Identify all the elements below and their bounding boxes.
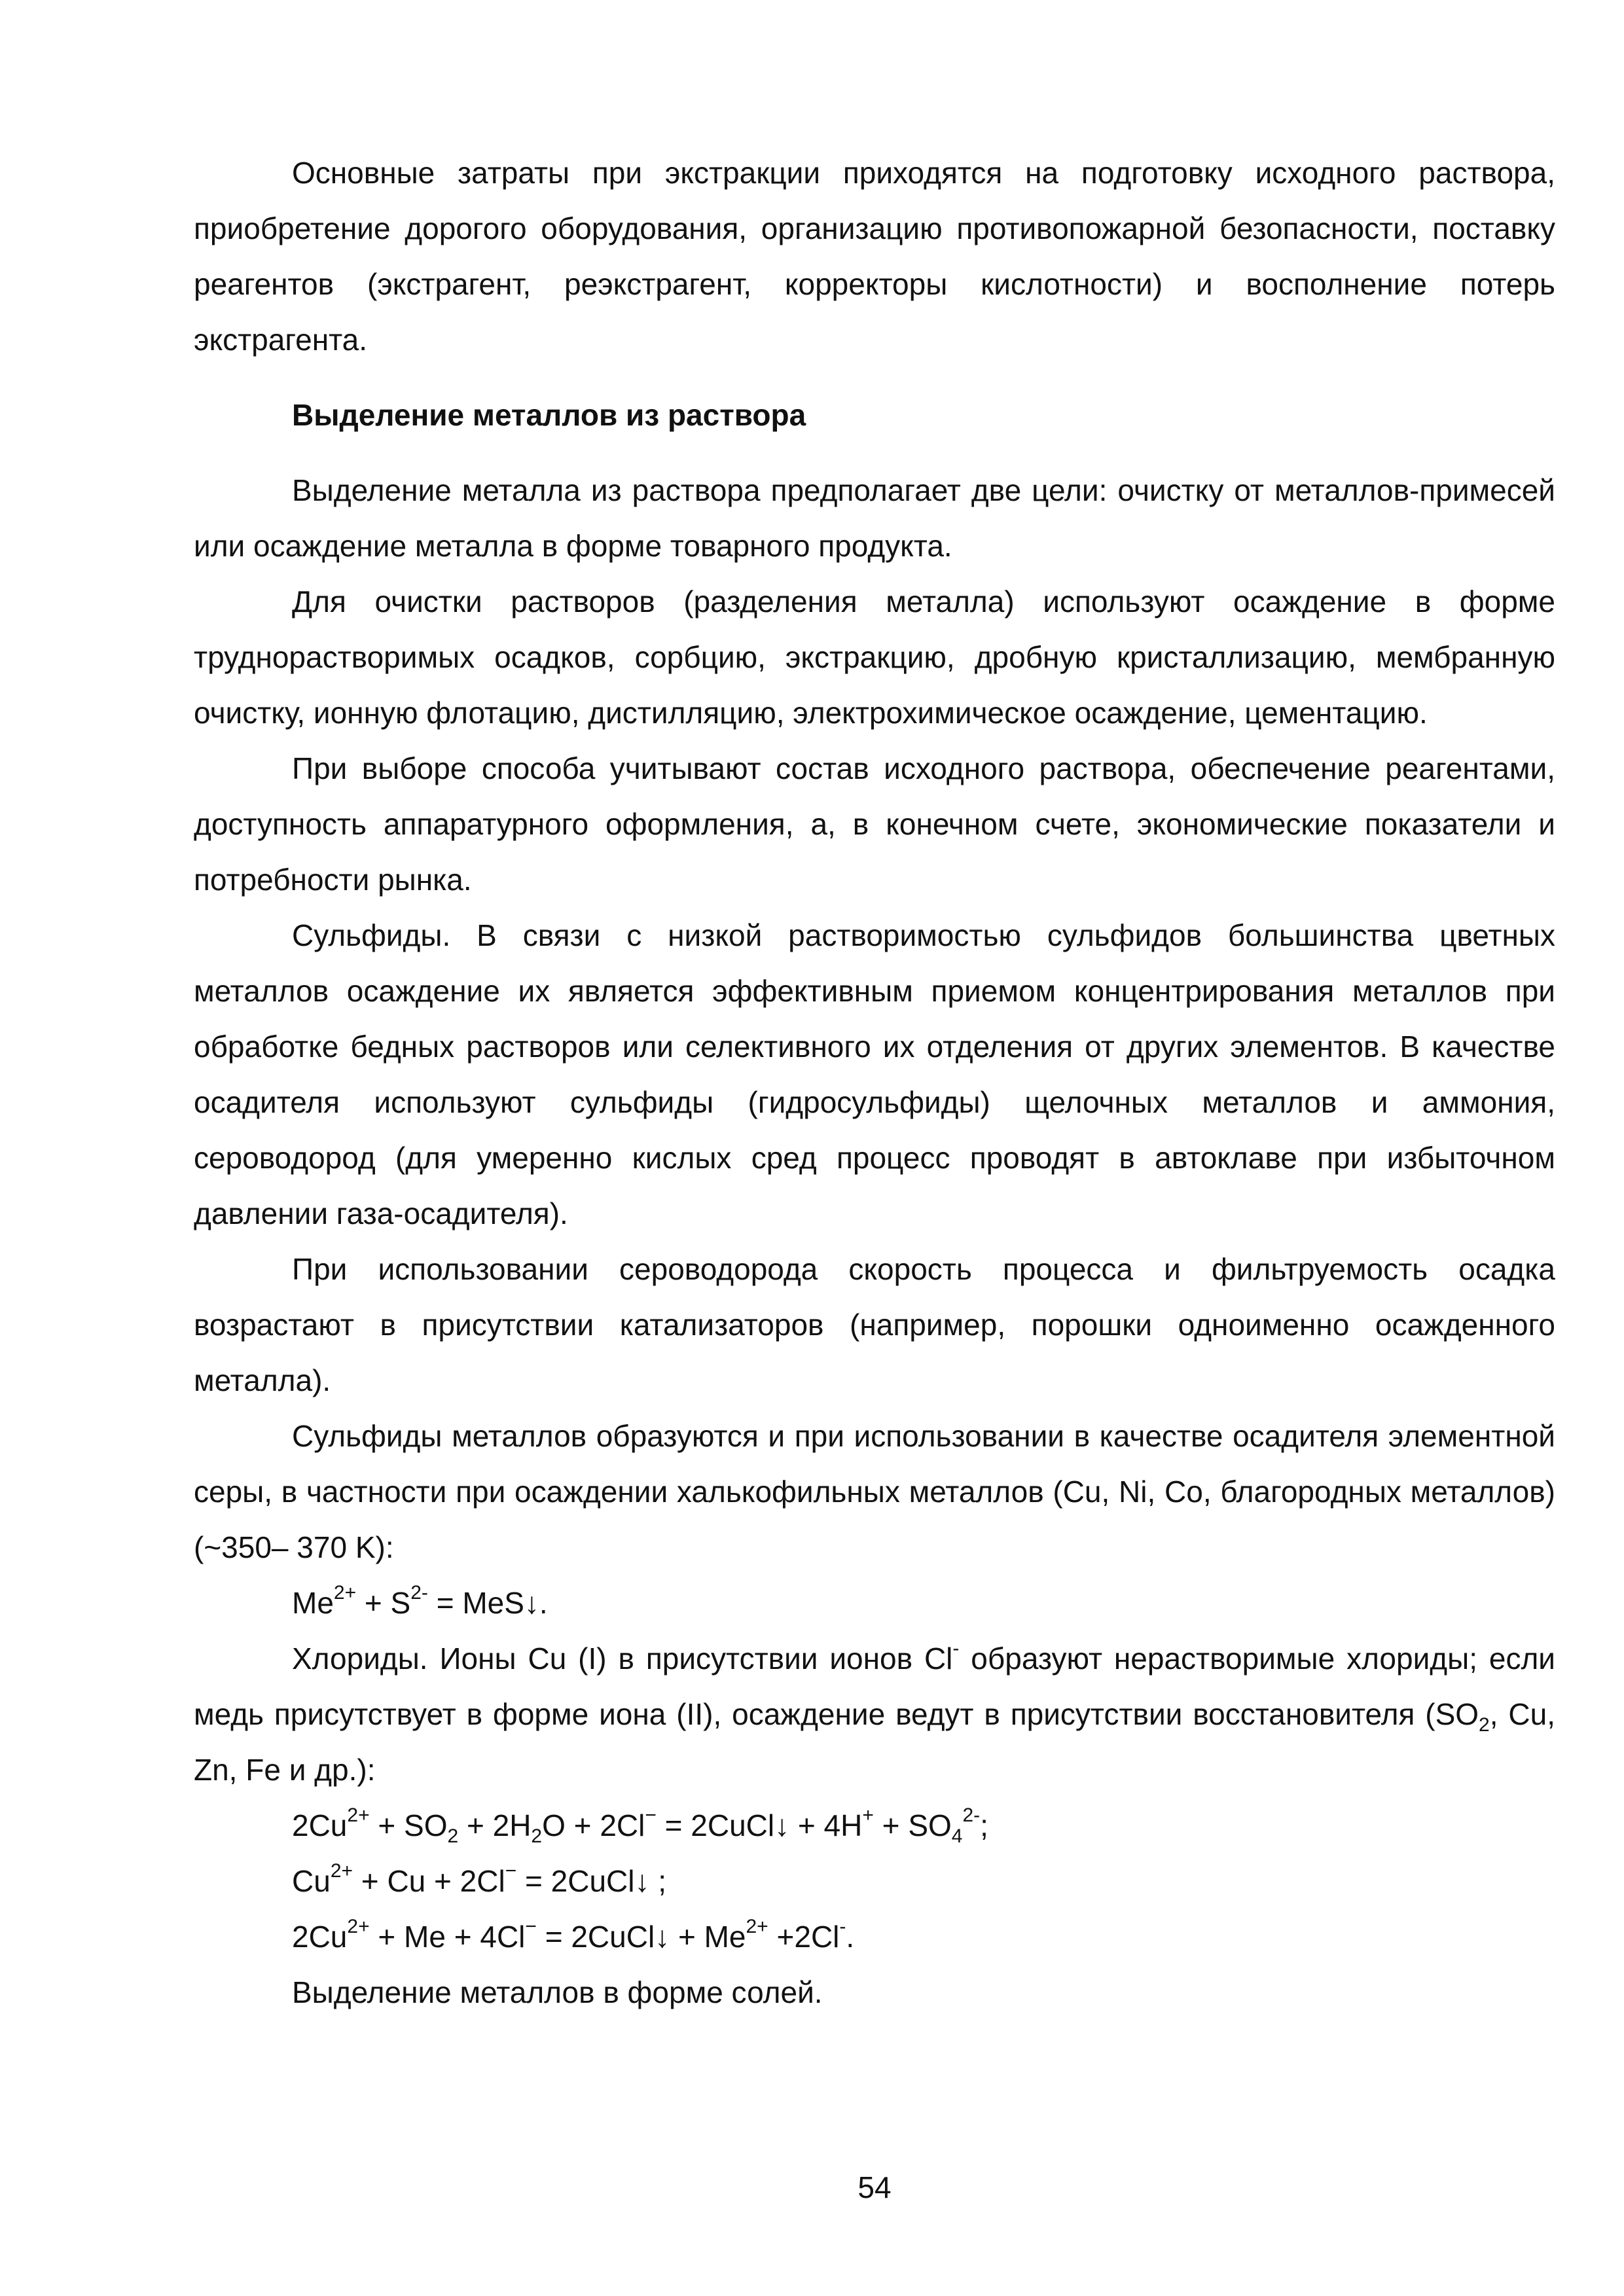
formula-copper-reductant: $2Cu^{2+} + Me + 4Cl^-$ = 2CuCl↓ + $Me^{2+} +2Cl^-$. bbox=[292, 1916, 855, 1954]
paragraph-elemental-sulfur: Сульфиды металлов образуются и при использовании в качестве осадителя элементной серы, в частности при осаждении халькофильных металлов (Cu, Ni, Co, благородных металлов) (~350– 370 K): bbox=[194, 1419, 1555, 1564]
top-margin bbox=[194, 0, 1555, 145]
paragraph-goals: Выделение металла из раствора предполагает две цели: очистку от металлов-примесей или осаждение металла в форме товарного продукта. bbox=[194, 473, 1555, 563]
formula-copper-metal: $Cu^{2+} + Cu + 2Cl^-$ = 2CuCl↓ ; bbox=[292, 1860, 667, 1898]
page-number: 54 bbox=[857, 2170, 892, 2204]
paragraph-hydrogen-sulfide: При использовании сероводорода скорость процесса и фильтруемость осадка возрастают в присутствии катализаторов (например, порошки одноименно осажденного металла). bbox=[194, 1252, 1555, 1397]
spacer bbox=[194, 368, 1555, 387]
document-page bbox=[194, 0, 1555, 2296]
closing-line: Выделение металлов в форме солей. bbox=[292, 1975, 823, 2009]
paragraph-method-selection: При выборе способа учитывают состав исходного раствора, обеспечение реагентами, доступность аппаратурного оформления, а, в конечном счете, экономические показатели и потребности рынка. bbox=[194, 751, 1555, 897]
spacer bbox=[194, 443, 1555, 463]
formula-metal-sulfide: $Me^{2+} + S^{2-}$ = MeS↓. bbox=[292, 1582, 548, 1620]
formula-copper-so2: $2Cu^{2+} + SO_2 + 2H_2O + 2Cl^-$ = 2CuCl↓ + $4H^+ + SO_4^{2-}$; bbox=[292, 1804, 988, 1847]
section-heading: Выделение металлов из раствора bbox=[292, 398, 806, 432]
intro-paragraph: Основные затраты при экстракции приходятся на подготовку исходного раствора, приобретение дорогого оборудования, организацию противопожарной безопасности, поставку реагентов (экстрагент, реэкстрагент, корректоры кислотности) и восполнение потерь экстрагента. bbox=[194, 156, 1555, 357]
paragraph-purification-methods: Для очистки растворов (разделения металла) используют осаждение в форме труднорастворимых осадков, сорбцию, экстракцию, дробную кристаллизацию, мембранную очистку, ионную флотацию, дистилляцию, электрохимическое осаждение, цементацию. bbox=[194, 584, 1555, 730]
paragraph-chlorides: Хлориды. Ионы Cu (I) в присутствии ионов Cl- образуют нерастворимые хлориды; если медь присутствует в форме иона (II), осаждение ведут в присутствии восстановителя ($SO_2$, Cu, Zn, Fe и др.): bbox=[194, 1638, 1555, 1787]
paragraph-sulfides: Сульфиды. В связи с низкой растворимостью сульфидов большинства цветных металлов осаждение их является эффективным приемом концентрирования металлов при обработке бедных растворов или селективного их отделения от других элементов. В качестве осадителя используют сульфиды (гидросульфиды) щелочных металлов и аммония, сероводород (для умеренно кислых сред процесс проводят в автоклаве при избыточном давлении газа-осадителя). bbox=[194, 918, 1555, 1230]
